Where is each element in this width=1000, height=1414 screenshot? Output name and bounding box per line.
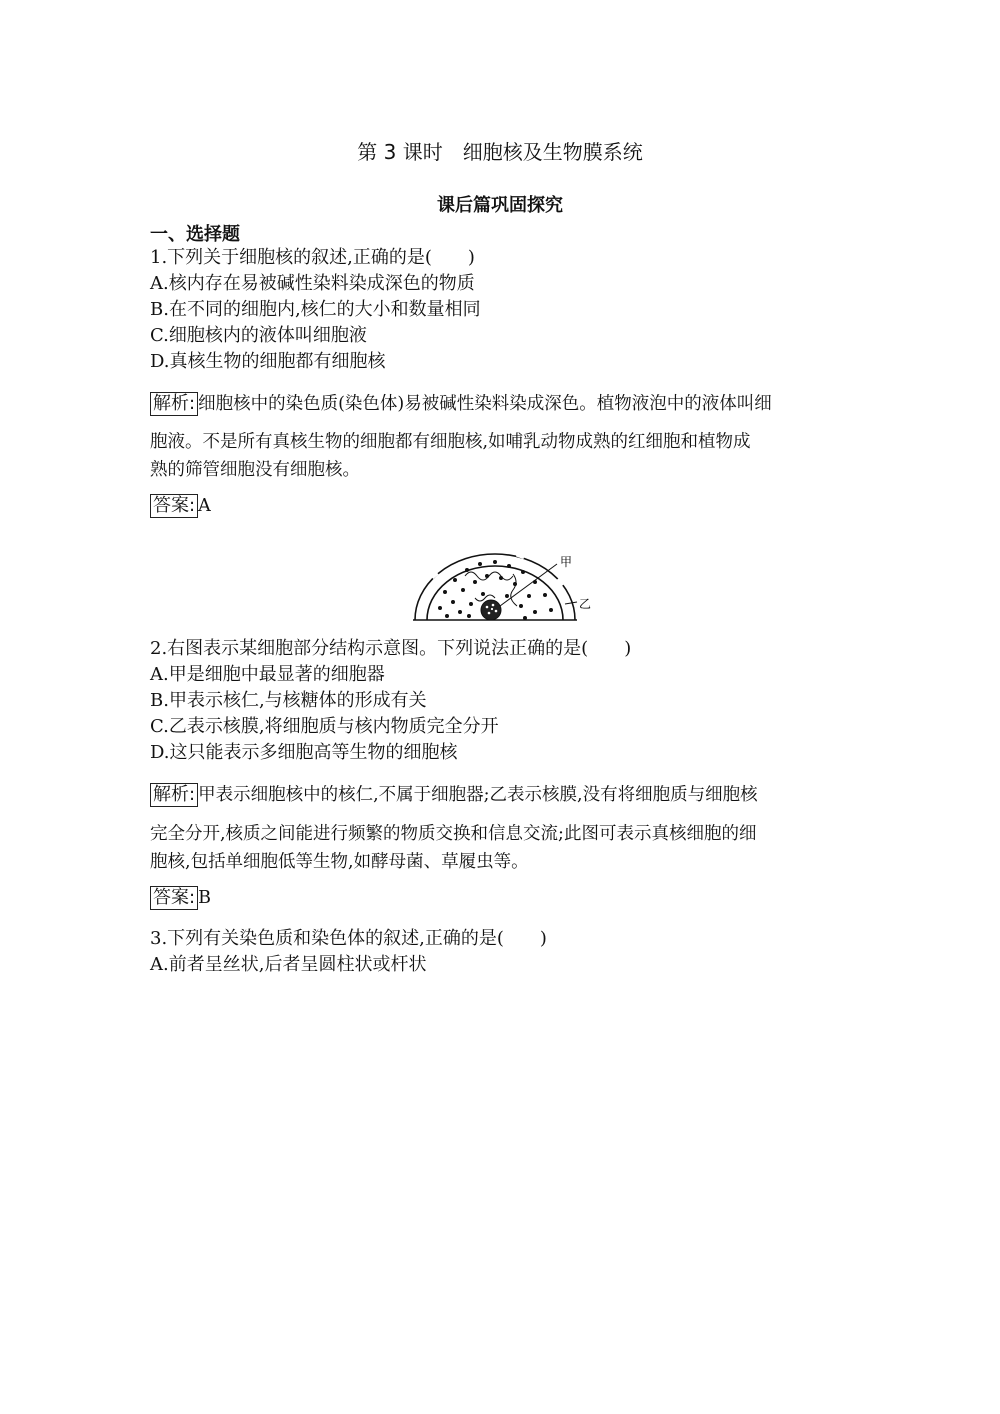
q1-option-a: A.核内存在易被碱性染料染成深色的物质 [150,273,475,294]
q1-option-b: B.在不同的细胞内,核仁的大小和数量相同 [150,299,481,320]
q2-answer-tag: 答案: [150,886,198,910]
q1-option-d: D.真核生物的细胞都有细胞核 [150,351,386,372]
q2-analysis-tag: 解析: [150,783,198,807]
q2-option-d: D.这只能表示多细胞高等生物的细胞核 [150,742,458,763]
nuclear-pores [420,550,564,606]
q1-analysis-text-1: 细胞核中的染色质(染色体)易被碱性染料染成深色。植物液泡中的液体叫细 [198,394,772,414]
q2-analysis-line-2: 完全分开,核质之间能进行频繁的物质交换和信息交流;此图可表示真核细胞的细 [150,824,757,844]
q2-analysis-line-3: 胞核,包括单细胞低等生物,如酵母菌、草履虫等。 [150,852,529,872]
q2-analysis-text-1: 甲表示细胞核中的核仁,不属于细胞器;乙表示核膜,没有将细胞质与细胞核 [198,785,758,805]
q2-answer [150,886,855,910]
label-jia: 甲 [560,555,573,569]
section-heading: 一、选择题 [150,224,240,245]
nucleus-diagram [405,540,595,626]
q2-answer-value: B [198,888,211,908]
q1-analysis-line-2: 胞液。不是所有真核生物的细胞都有细胞核,如哺乳动物成熟的红细胞和植物成 [150,432,751,452]
q2-option-b: B.甲表示核仁,与核糖体的形成有关 [150,690,427,711]
q1-analysis-tag: 解析: [150,392,198,416]
page-title: 第 3 课时 细胞核及生物膜系统 [357,140,643,164]
q1-analysis-line-1 [150,390,855,416]
q1-analysis-line-3: 熟的筛管细胞没有细胞核。 [150,460,360,480]
q1-option-c: C.细胞核内的液体叫细胞液 [150,325,367,346]
leader-line-jia [500,564,557,606]
q1-answer [150,494,855,518]
q3-stem: 3.下列有关染色质和染色体的叙述,正确的是( ) [150,928,547,949]
q1-stem: 1.下列关于细胞核的叙述,正确的是( ) [150,247,475,268]
q1-answer-value: A [198,496,211,516]
q2-stem: 2.右图表示某细胞部分结构示意图。下列说法正确的是( ) [150,638,632,659]
q3-option-a: A.前者呈丝状,后者呈圆柱状或杆状 [150,954,427,975]
q2-option-c: C.乙表示核膜,将细胞质与核内物质完全分开 [150,716,499,737]
nucleolus [481,600,501,620]
q1-answer-tag: 答案: [150,494,198,518]
leader-line-yi [565,602,577,604]
q2-option-a: A.甲是细胞中最显著的细胞器 [150,664,385,685]
q2-analysis-line-1 [150,781,855,807]
page-subtitle: 课后篇巩固探究 [437,195,563,216]
label-yi: 乙 [579,597,592,611]
